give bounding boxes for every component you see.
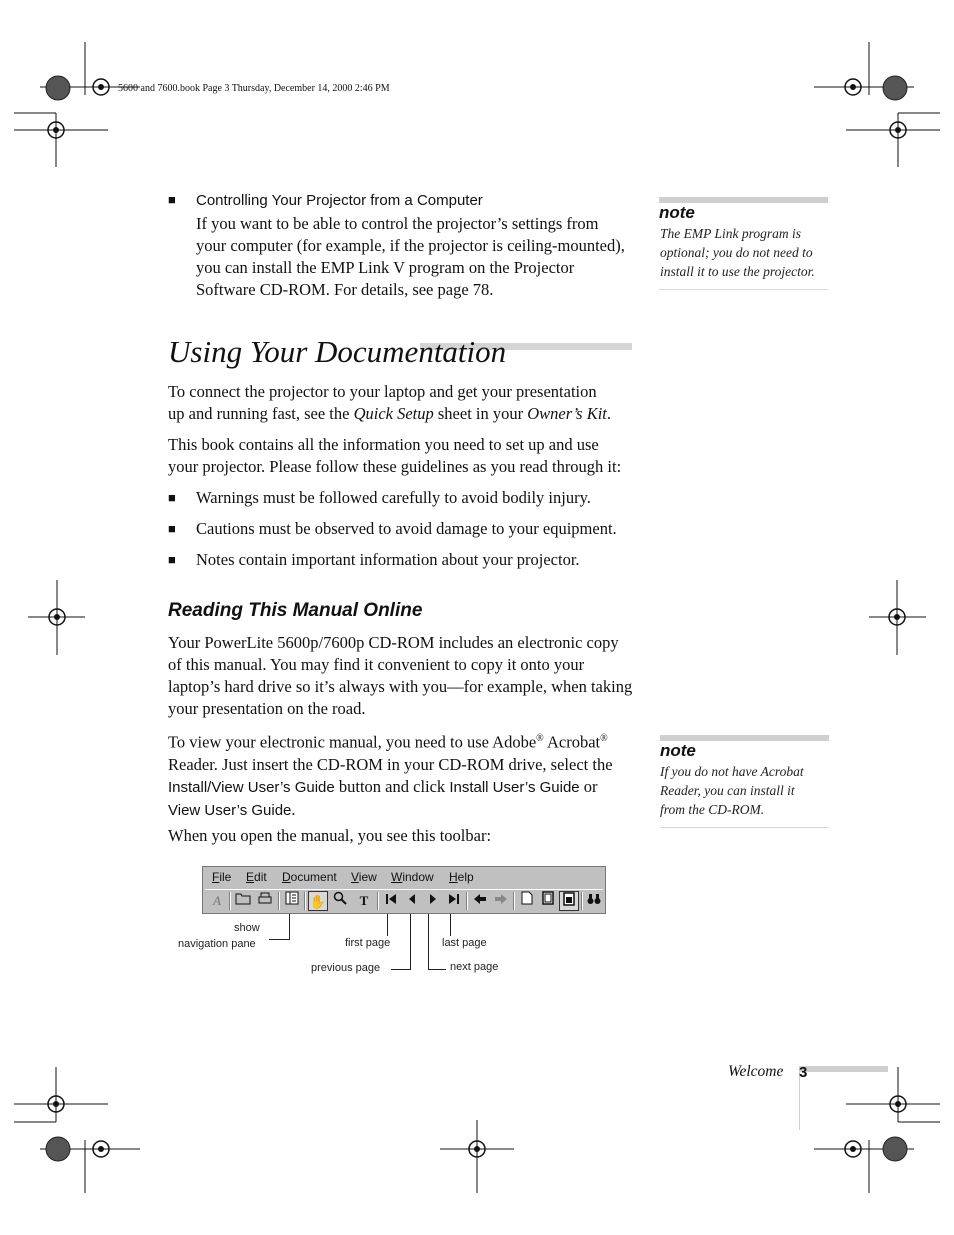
menu-help[interactable]: Help xyxy=(449,870,474,884)
menu-document[interactable]: Document xyxy=(282,870,337,884)
callout-previous-page-label: previous page xyxy=(311,962,381,974)
menu-edit[interactable]: Edit xyxy=(246,870,267,884)
bullet-square: ■ xyxy=(168,521,176,536)
section-paragraph-2: This book contains all the information you need to set up and use your projector. Please follow these guidelines as you read through it: xyxy=(168,435,622,476)
fit-width-icon[interactable] xyxy=(559,891,579,911)
acrobat-toolbar xyxy=(202,866,606,914)
text-select-icon[interactable]: T xyxy=(359,893,369,908)
list-item: Notes contain important information about your projector. xyxy=(196,550,580,569)
callout-line xyxy=(428,914,429,970)
callout-first-page-label: first page xyxy=(345,937,391,949)
intro-paragraph: If you want to be able to control the projector’s settings from your computer (for example, if the projector is ceiling-mounted), you can install the EMP Link V program on the Projector Software CD-ROM. For details, see page 78. xyxy=(196,214,625,299)
footer-bar xyxy=(799,1066,888,1072)
callout-line xyxy=(387,914,388,936)
actual-size-icon[interactable] xyxy=(517,891,537,911)
bullet-square: ■ xyxy=(168,552,176,567)
print-icon[interactable] xyxy=(255,891,275,911)
callout-line xyxy=(410,914,411,970)
print-header: 5600 and 7600.book Page 3 Thursday, December 14, 2000 2:46 PM xyxy=(118,83,390,94)
subsection-paragraph-2: To view your electronic manual, you need to use Adobe® Acrobat® Reader. Just insert the CD-ROM in your CD-ROM drive, select the Install/View User’s Guide button and click Install User’s Guide or View User’s Guide. xyxy=(168,732,613,819)
subsection-paragraph-3: When you open the manual, you see this toolbar: xyxy=(168,826,492,845)
show-navigation-pane-icon[interactable] xyxy=(282,891,302,911)
go-forward-icon[interactable] xyxy=(491,891,511,911)
section-paragraph-1: To connect the projector to your laptop and get your presentation up and running fast, see the Quick Setup sheet in your Owner’s Kit. xyxy=(168,382,611,423)
menu-window[interactable]: Window xyxy=(391,870,434,884)
callout-next-page-label: next page xyxy=(450,961,499,973)
previous-page-icon[interactable] xyxy=(402,891,422,911)
tool-row xyxy=(205,889,603,912)
note-title: note xyxy=(659,203,695,222)
section-heading: Using Your Documentation xyxy=(168,334,507,369)
bullet-title: Controlling Your Projector from a Computer xyxy=(196,192,483,209)
callout-line xyxy=(450,914,451,936)
find-binoculars-icon[interactable] xyxy=(584,891,604,911)
note-divider xyxy=(660,827,829,828)
hand-tool-icon[interactable]: ✋ xyxy=(308,891,328,911)
page-number: 3 xyxy=(799,1064,808,1081)
callout-line xyxy=(289,914,290,939)
go-back-icon[interactable] xyxy=(470,891,490,911)
subsection-paragraph-1: Your PowerLite 5600p/7600p CD-ROM includes an electronic copy of this manual. You may find it convenient to copy it onto your laptop’s hard drive so it’s always with you—for example, when taking your presentation on the road. xyxy=(168,633,633,718)
subsection-heading: Reading This Manual Online xyxy=(168,600,423,621)
callout-navigation-pane-label: navigation pane xyxy=(178,938,256,950)
note-divider xyxy=(659,289,828,290)
menu-file[interactable]: File xyxy=(212,870,232,884)
acrobat-logo-icon: A xyxy=(213,893,221,908)
callout-line xyxy=(428,969,446,970)
list-item: Warnings must be followed carefully to avoid bodily injury. xyxy=(196,488,591,507)
callout-line xyxy=(391,969,411,970)
open-folder-icon[interactable] xyxy=(233,891,253,911)
note-body: If you do not have Acrobat Reader, you can install it from the CD-ROM. xyxy=(660,764,804,817)
footer-section-title: Welcome xyxy=(728,1063,784,1080)
bullet-square: ■ xyxy=(168,490,176,505)
list-item: Cautions must be observed to avoid damage to your equipment. xyxy=(196,519,617,538)
callout-last-page-label: last page xyxy=(442,937,487,949)
menu-view[interactable]: View xyxy=(351,870,377,884)
last-page-icon[interactable] xyxy=(444,891,464,911)
menu-bar xyxy=(203,867,605,887)
bullet-square: ■ xyxy=(168,192,176,207)
first-page-icon[interactable] xyxy=(381,891,401,911)
next-page-icon[interactable] xyxy=(423,891,443,911)
zoom-tool-icon[interactable] xyxy=(330,891,350,911)
note-body: The EMP Link program is optional; you do not need to install it to use the projector. xyxy=(660,226,815,279)
note-title: note xyxy=(660,741,696,760)
fit-page-icon[interactable] xyxy=(538,891,558,911)
callout-show-label: show xyxy=(234,922,260,934)
callout-line xyxy=(269,939,290,940)
